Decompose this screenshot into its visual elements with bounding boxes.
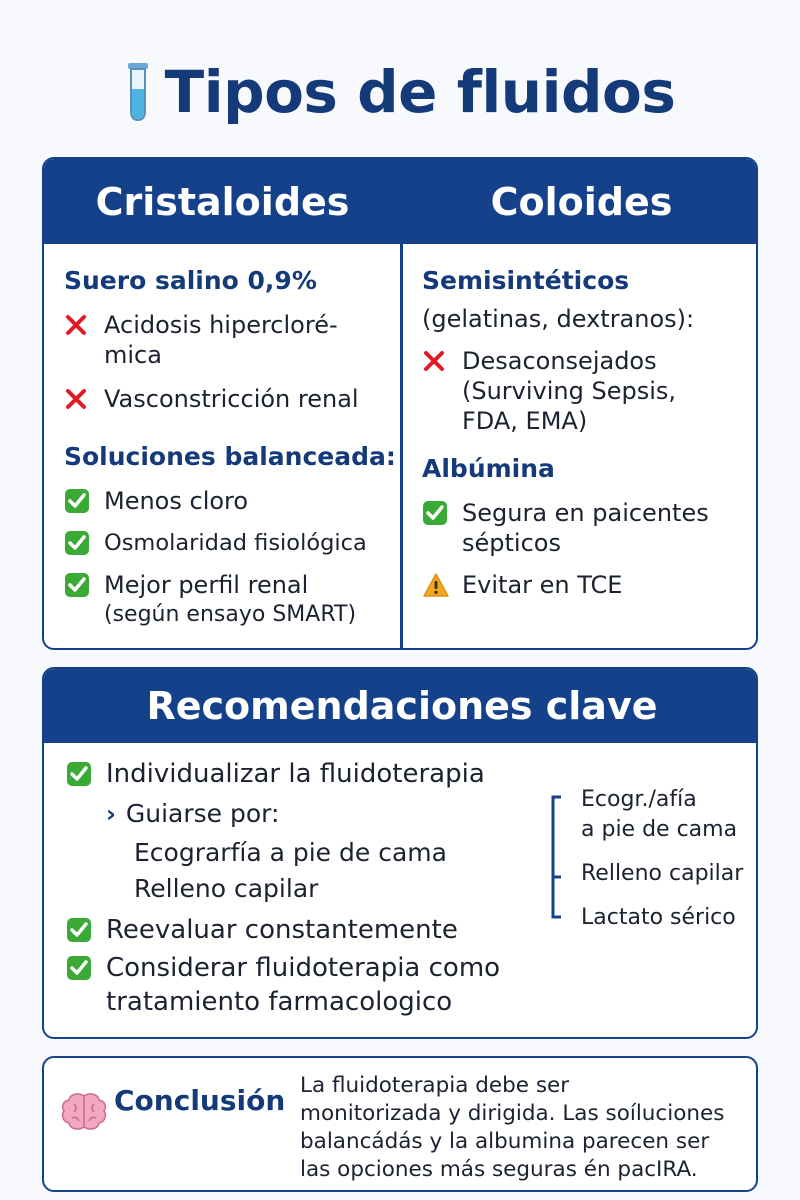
check-icon [64, 488, 90, 514]
cristaloides-header: Cristaloides [44, 159, 401, 244]
albumina-title: Albúmina [422, 454, 555, 483]
list-item-text: Segura en paicentes [462, 499, 709, 527]
check-icon [66, 761, 92, 787]
check-icon [66, 917, 92, 943]
list-item-text: Menos cloro [104, 487, 249, 515]
chevron-right-icon: › [106, 800, 116, 828]
side-item: a pie de cama [581, 817, 738, 842]
list-item-text: Mejor perfil renal [104, 571, 309, 599]
guide-label: Guiarse por: [125, 799, 280, 828]
list-item [66, 913, 546, 947]
list-item-text: Evitar en TCE [462, 571, 623, 599]
semisinteticos-title: Semisintéticos [422, 266, 630, 295]
list-item [64, 486, 399, 516]
list-item [64, 384, 399, 414]
list-item [422, 346, 752, 436]
column-divider [400, 159, 403, 650]
check-icon [422, 500, 448, 526]
list-item [422, 570, 752, 600]
cross-icon [422, 349, 446, 373]
salino-title: Suero salino 0,9% [64, 266, 317, 295]
list-item [64, 528, 399, 558]
list-item-text: Osmolaridad fisiológica [104, 530, 367, 556]
list-item-text: Vasconstricción renal [104, 385, 359, 413]
recommendations-header: Recomendaciones clave [44, 669, 758, 743]
brain-icon [60, 1092, 108, 1132]
side-item: Relleno capilar [581, 861, 744, 886]
check-icon [66, 955, 92, 981]
conclusion-title: Conclusión [114, 1084, 286, 1117]
list-item [64, 570, 399, 630]
bracket-connector [549, 795, 563, 919]
balanced-title: Soluciones balanceada: [64, 442, 396, 471]
conclusion-card [42, 1056, 758, 1192]
conclusion-line: balancádás y la albumina parecen ser [300, 1129, 710, 1154]
warning-icon [422, 572, 450, 598]
list-item [64, 310, 399, 370]
cross-icon [64, 387, 88, 411]
list-item [66, 951, 546, 1019]
conclusion-line: las opciones más seguras én pacIRA. [300, 1157, 698, 1182]
list-item-text: tratamiento farmacologico [106, 987, 453, 1017]
list-item-text: Acidosis hipercloré- mica [104, 311, 338, 369]
cristaloides-column [64, 244, 399, 630]
check-icon [64, 572, 90, 598]
recommendations-card [42, 667, 758, 1039]
guide-row [106, 797, 546, 831]
list-item-text: (Surviving Sepsis, [462, 377, 677, 405]
semisinteticos-subtitle: (gelatinas, dextranos): [422, 305, 695, 333]
side-item: Ecogr./afía [581, 787, 697, 812]
coloides-header: Coloides [403, 159, 758, 244]
fluid-types-card [42, 157, 758, 650]
cross-icon [64, 313, 88, 337]
test-tube-icon [125, 61, 151, 123]
conclusion-line: La fluidoterapia debe ser [300, 1073, 570, 1098]
list-item [422, 498, 752, 558]
list-item-text: Reevaluar constantemente [106, 915, 458, 945]
list-item-text: Considerar fluidoterapia como [106, 953, 501, 983]
list-item-text: sépticos [462, 529, 561, 557]
list-item-text: Desaconsejados [462, 347, 657, 375]
conclusion-line: monitorizada y dirigida. Las soíluciones [300, 1101, 725, 1126]
guide-item: Relleno capilar [134, 874, 319, 903]
side-item: Lactato sérico [581, 905, 736, 930]
guide-item: Ecograrfía a pie de cama [134, 838, 447, 867]
check-icon [64, 530, 90, 556]
list-item-text: Individualizar la fluidoterapia [106, 759, 485, 789]
list-item-note: (según ensayo SMART) [104, 602, 357, 627]
conclusion-text [300, 1072, 750, 1184]
list-item-text: FDA, EMA) [462, 407, 588, 435]
list-item [66, 757, 546, 791]
page-header [0, 52, 800, 132]
page-title: Tipos de fluidos [164, 58, 676, 126]
coloides-column [422, 244, 752, 600]
recommendations-list [66, 757, 546, 1019]
